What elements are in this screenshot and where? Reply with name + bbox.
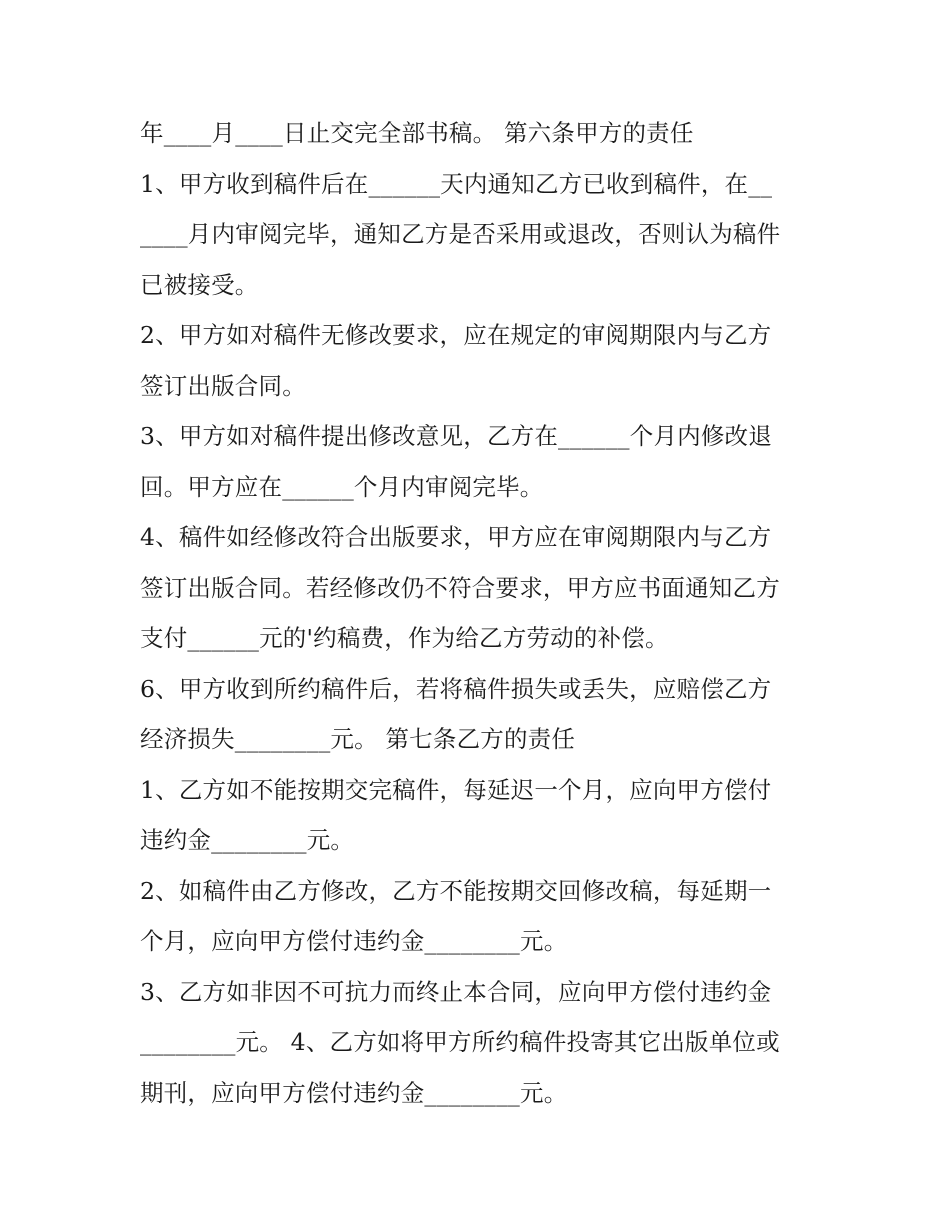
text-line: 经济损失________元。 第七条乙方的责任 [140, 725, 576, 753]
text-line: 违约金________元。 [140, 826, 355, 854]
text-line: 个月，应向甲方偿付违约金________元。 [140, 927, 568, 955]
text-line: 4、稿件如经修改符合出版要求，甲方应在审阅期限内与乙方 [140, 523, 772, 551]
text-line: 2、甲方如对稿件无修改要求，应在规定的审阅期限内与乙方 [140, 321, 772, 349]
text-line: 签订出版合同。若经修改仍不符合要求，甲方应书面通知乙方 [140, 573, 780, 602]
text-line: 1、乙方如不能按期交完稿件，每延迟一个月，应向甲方偿付 [140, 775, 772, 804]
text-line: 3、甲方如对稿件提出修改意见，乙方在______个月内修改退 [140, 422, 772, 450]
text-line: 期刊，应向甲方偿付违约金________元。 [140, 1078, 568, 1107]
text-line: 回。甲方应在______个月内审阅完毕。 [140, 472, 544, 501]
text-line: ________元。 4、乙方如将甲方所约稿件投寄其它出版单位或 [140, 1028, 780, 1056]
text-line: 6、甲方收到所约稿件后，若将稿件损失或丢失，应赔偿乙方 [140, 674, 772, 703]
text-line: 3、乙方如非因不可抗力而终止本合同，应向甲方偿付违约金 [140, 977, 772, 1006]
document-page [140, 108, 820, 1118]
text-line: ____月内审阅完毕，通知乙方是否采用或退改，否则认为稿件 [140, 220, 781, 248]
text-line: 支付______元的'约稿费，作为给乙方劳动的补偿。 [140, 624, 669, 652]
text-line: 1、甲方收到稿件后在______天内通知乙方已收到稿件，在__ [140, 169, 773, 198]
text-line: 年____月____日止交完全部书稿。 第六条甲方的责任 [140, 119, 694, 147]
text-line: 已被接受。 [140, 270, 259, 299]
text-line: 签订出版合同。 [140, 371, 306, 400]
text-line: 2、如稿件由乙方修改，乙方不能按期交回修改稿，每延期一 [140, 876, 772, 905]
